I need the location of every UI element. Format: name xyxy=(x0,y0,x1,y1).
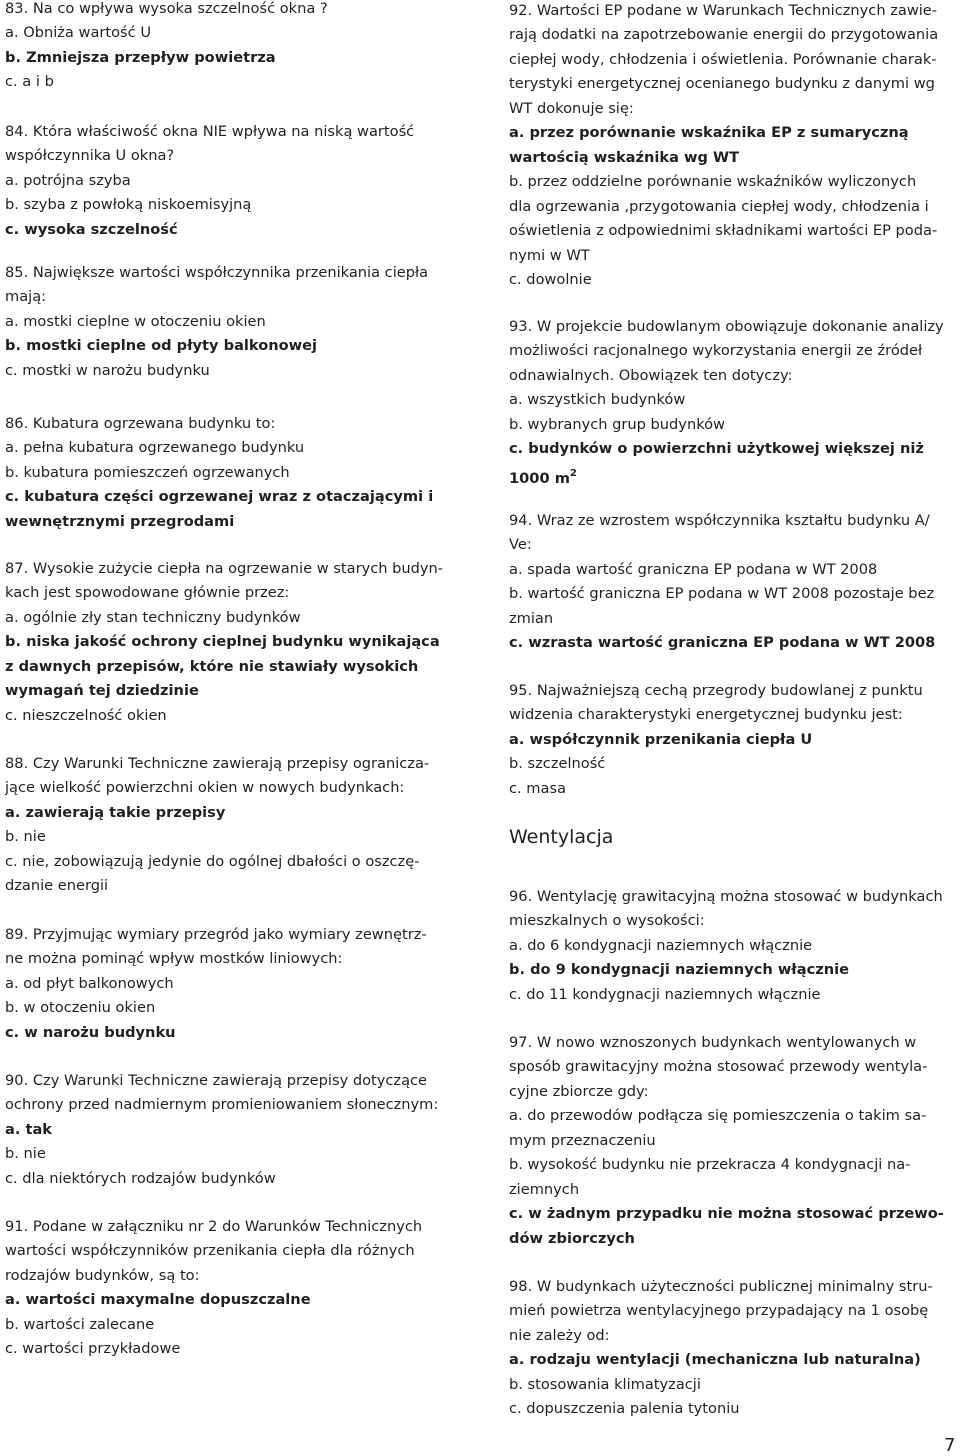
answer-option-q92-line xyxy=(509,222,937,240)
answer-option-q85-line-text: c. mostki w narożu budynku xyxy=(5,361,210,379)
correct-answer-q96-line xyxy=(509,961,849,979)
answer-option-q87-line-text: c. nieszczelność okien xyxy=(5,706,167,724)
question-q90-line xyxy=(5,1096,438,1114)
correct-answer-q95-line xyxy=(509,731,812,749)
correct-answer-q96-line-text: b. do 9 kondygnacji naziemnych włącznie xyxy=(509,961,850,979)
question-q91-line xyxy=(5,1267,200,1285)
answer-option-q84-line xyxy=(5,172,131,190)
question-q85-line-text: mają: xyxy=(5,288,47,306)
question-q92-line-text: rają dodatki na zapotrzebowanie energii do przygotowania xyxy=(509,26,939,44)
question-q88-line xyxy=(5,755,429,773)
question-q85-line xyxy=(5,264,428,282)
answer-option-q92-line-text: b. przez oddzielne porównanie wskaźników wyliczonych xyxy=(509,173,917,191)
answer-option-q97-line xyxy=(509,1181,579,1199)
question-q92-line xyxy=(509,75,935,93)
answer-option-q98-line xyxy=(509,1400,740,1418)
correct-answer-q85-line-text: b. mostki cieplne od płyty balkonowej xyxy=(5,337,318,355)
question-q90-line xyxy=(5,1072,427,1090)
question-q97-line xyxy=(509,1083,649,1101)
question-q89-line-text: ne można pominąć wpływ mostków liniowych: xyxy=(5,950,343,968)
question-q89-line xyxy=(5,926,427,944)
correct-answer-q97-line xyxy=(509,1205,944,1223)
question-q92-line-text: terystyki energetycznej ocenianego budynku z danymi wg xyxy=(509,75,935,93)
question-q98-line-text: 98. W budynkach użyteczności publicznej minimalny stru- xyxy=(509,1278,933,1295)
answer-option-q97-line-text: ziemnych xyxy=(509,1180,580,1198)
question-q91-line xyxy=(5,1218,422,1236)
correct-answer-q87-line-text: b. niska jakość ochrony cieplnej budynku wynikająca xyxy=(5,633,440,651)
answer-option-q94-line-text: zmian xyxy=(509,609,554,627)
correct-answer-q86-line xyxy=(5,488,433,506)
question-q98-line xyxy=(509,1278,933,1296)
answer-option-q88-line-text: b. nie xyxy=(5,828,46,846)
answer-option-q84-line xyxy=(5,196,251,214)
answer-option-q92-line xyxy=(509,271,592,289)
answer-option-q91-line-text: b. wartości zalecane xyxy=(5,1315,155,1333)
correct-answer-q97-line xyxy=(509,1230,635,1248)
question-q92-line xyxy=(509,51,937,69)
answer-option-q95-line xyxy=(509,755,605,773)
correct-answer-q87-line-text: z dawnych przepisów, które nie stawiały wysokich xyxy=(5,657,419,675)
question-q98-line-text: mień powietrza wentylacyjnego przypadający na 1 osobę xyxy=(509,1302,929,1320)
question-q93-line-text: 93. W projekcie budowlanym obowiązuje dokonanie analizy xyxy=(509,318,944,335)
question-q90-line-text: ochrony przed nadmiernym promieniowaniem słonecznym: xyxy=(5,1096,439,1114)
question-q95-line xyxy=(509,706,903,724)
answer-option-q83-line-text: a. Obniża wartość U xyxy=(5,24,151,42)
correct-answer-q88-line-text: a. zawierają takie przepisy xyxy=(5,803,226,821)
answer-option-q94-line-text: b. wartość graniczna EP podana w WT 2008 pozostaje bez xyxy=(509,585,935,603)
answer-option-q97-line xyxy=(509,1107,926,1125)
question-q91-line-text: wartości współczynników przenikania ciepła dla różnych xyxy=(5,1242,415,1260)
answer-option-q92-line-text: oświetlenia z odpowiednimi składnikami wartości EP poda- xyxy=(509,222,938,240)
correct-answer-q88-line xyxy=(5,804,225,822)
correct-answer-q92-line-text: wartością wskaźnika wg WT xyxy=(509,148,740,166)
correct-answer-q87-line-text: wymagań tej dziedzinie xyxy=(5,682,199,700)
section-heading: Wentylacja xyxy=(509,826,614,848)
answer-option-q90-line xyxy=(5,1145,46,1163)
answer-option-q86-line-text: b. kubatura pomieszczeń ogrzewanych xyxy=(5,463,290,481)
answer-option-q94-line xyxy=(509,561,877,579)
question-q88-line-text: jące wielkość powierzchni okien w nowych budynkach: xyxy=(5,779,405,797)
question-q97-line-text: 97. W nowo wznoszonych budynkach wentylowanych w xyxy=(509,1034,917,1051)
question-q96-line xyxy=(509,888,943,906)
correct-answer-q98-line-text: a. rodzaju wentylacji (mechaniczna lub naturalna) xyxy=(509,1351,921,1369)
answer-option-q96-line-text: c. do 11 kondygnacji naziemnych włącznie xyxy=(509,985,821,1003)
answer-option-q92-line xyxy=(509,198,929,216)
answer-option-q90-line xyxy=(5,1170,276,1188)
question-q94-line xyxy=(509,512,930,530)
answer-option-q94-line xyxy=(509,610,553,628)
question-q87-line xyxy=(5,584,289,602)
answer-option-q89-line-text: b. w otoczeniu okien xyxy=(5,999,156,1017)
question-q93-line-text: odnawialnych. Obowiązek ten dotyczy: xyxy=(509,366,793,384)
answer-option-q87-line xyxy=(5,707,167,725)
correct-answer-q91-line-text: a. wartości maxymalne dopuszczalne xyxy=(5,1291,311,1309)
question-q89-line xyxy=(5,950,342,968)
answer-option-q92-line-text: c. dowolnie xyxy=(509,270,592,288)
correct-answer-q97-line-text: dów zbiorczych xyxy=(509,1229,635,1247)
superscript: 2 xyxy=(569,467,577,479)
correct-answer-q93-line xyxy=(509,465,577,487)
answer-option-q93-line-text: a. wszystkich budynków xyxy=(509,391,686,409)
answer-option-q87-line-text: a. ogólnie zły stan techniczny budynków xyxy=(5,608,301,626)
answer-option-q96-line xyxy=(509,986,820,1004)
correct-answer-q90-line-text: a. tak xyxy=(5,1120,53,1138)
question-q83-line xyxy=(5,0,328,18)
correct-answer-q83-line xyxy=(5,49,276,67)
question-q98-line-text: nie zależy od: xyxy=(509,1326,610,1344)
answer-option-q97-line xyxy=(509,1132,656,1150)
question-q84-line xyxy=(5,147,174,165)
question-q94-line xyxy=(509,536,532,554)
question-q92-line-text: WT dokonuje się: xyxy=(509,99,634,117)
question-q92-line xyxy=(509,2,937,20)
answer-option-q91-line xyxy=(5,1340,180,1358)
question-q90-line-text: 90. Czy Warunki Techniczne zawierają przepisy dotyczące xyxy=(5,1072,428,1089)
question-q84-line xyxy=(5,123,414,141)
question-q94-line-text: Ve: xyxy=(509,536,532,554)
correct-answer-q92-line xyxy=(509,149,739,167)
question-q88-line-text: 88. Czy Warunki Techniczne zawierają przepisy ogranicza- xyxy=(5,755,430,772)
correct-answer-q94-line-text: c. wzrasta wartość graniczna EP podana w WT 2008 xyxy=(509,634,936,652)
answer-option-q89-line-text: a. od płyt balkonowych xyxy=(5,974,174,992)
answer-option-q93-line-text: b. wybranych grup budynków xyxy=(509,415,725,433)
answer-option-q87-line xyxy=(5,609,301,627)
answer-option-q88-line xyxy=(5,828,46,846)
question-q95-line-text: 95. Najważniejszą cechą przegrody budowlanej z punktu xyxy=(509,682,923,699)
correct-answer-q87-line xyxy=(5,682,199,700)
correct-answer-q92-line-text: a. przez porównanie wskaźnika EP z sumaryczną xyxy=(509,124,909,142)
page-number: 7 xyxy=(944,1435,956,1456)
question-q93-line xyxy=(509,318,944,336)
question-q92-line xyxy=(509,100,634,118)
question-q95-line-text: widzenia charakterystyki energetycznej budynku jest: xyxy=(509,706,903,724)
answer-option-q89-line xyxy=(5,975,174,993)
answer-option-q86-line xyxy=(5,464,290,482)
answer-option-q85-line-text: a. mostki cieplne w otoczeniu okien xyxy=(5,312,266,330)
correct-answer-q87-line xyxy=(5,658,418,676)
question-q91-line-text: 91. Podane w załączniku nr 2 do Warunków Technicznych xyxy=(5,1218,423,1235)
answer-option-q96-line-text: a. do 6 kondygnacji naziemnych włącznie xyxy=(509,936,813,954)
question-q85-line xyxy=(5,288,46,306)
question-q93-line xyxy=(509,367,792,385)
question-q92-line-text: 92. Wartości EP podane w Warunkach Technicznych zawie- xyxy=(509,2,938,19)
correct-answer-q98-line xyxy=(509,1351,921,1369)
question-q84-line-text: 84. Która właściwość okna NIE wpływa na niską wartość xyxy=(5,123,415,140)
question-q87-line-text: 87. Wysokie zużycie ciepła na ogrzewanie w starych budyn- xyxy=(5,560,444,577)
correct-answer-q86-line xyxy=(5,513,234,531)
answer-option-q95-line xyxy=(509,780,566,798)
question-q84-line-text: współczynnika U okna? xyxy=(5,147,175,165)
correct-answer-q84-line-text: c. wysoka szczelność xyxy=(5,220,178,238)
answer-option-q89-line xyxy=(5,999,155,1017)
question-q98-line xyxy=(509,1302,928,1320)
question-q96-line-text: mieszkalnych o wysokości: xyxy=(509,912,705,930)
answer-option-q94-line-text: a. spada wartość graniczna EP podana w WT 2008 xyxy=(509,560,878,578)
question-q92-line-text: ciepłej wody, chłodzenia i oświetlenia. Porównanie charak- xyxy=(509,50,937,68)
answer-option-q91-line-text: c. wartości przykładowe xyxy=(5,1340,181,1358)
correct-answer-q89-line xyxy=(5,1024,176,1042)
correct-answer-q86-line-text: wewnętrznymi przegrodami xyxy=(5,512,235,530)
question-q91-line xyxy=(5,1242,415,1260)
answer-option-q93-line xyxy=(509,391,685,409)
answer-option-q98-line-text: c. dopuszczenia palenia tytoniu xyxy=(509,1400,740,1418)
correct-answer-q86-line-text: c. kubatura części ogrzewanej wraz z otaczającymi i xyxy=(5,488,434,506)
answer-option-q94-line xyxy=(509,585,934,603)
correct-answer-q94-line xyxy=(509,634,935,652)
answer-option-q83-line-text: c. a i b xyxy=(5,73,54,91)
answer-option-q97-line xyxy=(509,1156,910,1174)
answer-option-q86-line xyxy=(5,439,304,457)
answer-option-q88-line xyxy=(5,853,419,871)
question-q98-line xyxy=(509,1327,610,1345)
question-q96-line xyxy=(509,912,705,930)
correct-answer-q93-line-text: c. budynków o powierzchni użytkowej większej niż xyxy=(509,440,924,458)
answer-option-q92-line xyxy=(509,247,590,265)
question-q91-line-text: rodzajów budynków, są to: xyxy=(5,1266,200,1284)
correct-answer-q93-line xyxy=(509,440,924,458)
correct-answer-q87-line xyxy=(5,633,440,651)
answer-option-q86-line-text: a. pełna kubatura ogrzewanego budynku xyxy=(5,439,305,457)
question-q92-line xyxy=(509,26,938,44)
question-q93-line-text: możliwości racjonalnego wykorzystania energii ze źródeł xyxy=(509,342,923,360)
question-q86-line-text: 86. Kubatura ogrzewana budynku to: xyxy=(5,415,276,432)
question-q97-line-text: cyjne zbiorcze gdy: xyxy=(509,1082,649,1100)
answer-option-q97-line-text: mym przeznaczeniu xyxy=(509,1131,656,1149)
question-q96-line-text: 96. Wentylację grawitacyjną można stosować w budynkach xyxy=(509,888,943,905)
answer-option-q96-line xyxy=(509,937,812,955)
answer-option-q90-line-text: c. dla niektórych rodzajów budynków xyxy=(5,1169,276,1187)
correct-answer-q83-line-text: b. Zmniejsza przepływ powietrza xyxy=(5,48,276,66)
question-q97-line-text: sposób grawitacyjny można stosować przewody wentyla- xyxy=(509,1058,928,1076)
answer-option-q88-line-text: c. nie, zobowiązują jedynie do ogólnej dbałości o oszczę- xyxy=(5,852,420,870)
question-q97-line xyxy=(509,1058,927,1076)
answer-option-q95-line-text: c. masa xyxy=(509,779,567,797)
answer-option-q97-line-text: b. wysokość budynku nie przekracza 4 kondygnacji na- xyxy=(509,1156,911,1174)
answer-option-q88-line xyxy=(5,877,108,895)
question-q93-line xyxy=(509,342,922,360)
question-q88-line xyxy=(5,779,404,797)
correct-answer-q90-line xyxy=(5,1121,52,1139)
correct-answer-q95-line-text: a. współczynnik przenikania ciepła U xyxy=(509,730,813,748)
answer-option-q83-line xyxy=(5,73,54,91)
answer-option-q84-line-text: a. potrójna szyba xyxy=(5,171,131,189)
question-q87-line xyxy=(5,560,443,578)
answer-option-q97-line-text: a. do przewodów podłącza się pomieszczenia o takim sa- xyxy=(509,1107,927,1125)
answer-option-q95-line-text: b. szczelność xyxy=(509,755,606,773)
question-q85-line-text: 85. Największe wartości współczynnika przenikania ciepła xyxy=(5,264,429,281)
answer-option-q92-line-text: dla ogrzewania ,przygotowania ciepłej wody, chłodzenia i xyxy=(509,197,929,215)
correct-answer-q92-line xyxy=(509,124,909,142)
correct-answer-q89-line-text: c. w narożu budynku xyxy=(5,1023,176,1041)
answer-option-q98-line xyxy=(509,1376,701,1394)
question-q89-line-text: 89. Przyjmując wymiary przegród jako wymiary zewnętrz- xyxy=(5,926,427,943)
correct-answer-q93-line-text: 1000 m xyxy=(509,469,570,487)
answer-option-q84-line-text: b. szyba z powłoką niskoemisyjną xyxy=(5,196,252,214)
answer-option-q92-line xyxy=(509,173,916,191)
correct-answer-q85-line xyxy=(5,337,317,355)
answer-option-q93-line xyxy=(509,416,725,434)
correct-answer-q84-line xyxy=(5,221,178,239)
answer-option-q98-line-text: b. stosowania klimatyzacji xyxy=(509,1375,701,1393)
answer-option-q91-line xyxy=(5,1316,154,1334)
correct-answer-q91-line xyxy=(5,1291,311,1309)
question-q86-line xyxy=(5,415,275,433)
answer-option-q92-line-text: nymi w WT xyxy=(509,246,590,264)
answer-option-q83-line xyxy=(5,24,151,42)
question-q87-line-text: kach jest spowodowane głównie przez: xyxy=(5,584,290,602)
question-q83-line-text: 83. Na co wpływa wysoka szczelność okna ? xyxy=(5,0,328,17)
answer-option-q85-line xyxy=(5,313,266,331)
question-q95-line xyxy=(509,682,923,700)
answer-option-q88-line-text: dzanie energii xyxy=(5,877,109,895)
question-q97-line xyxy=(509,1034,916,1052)
answer-option-q85-line xyxy=(5,362,210,380)
correct-answer-q97-line-text: c. w żadnym przypadku nie można stosować przewo- xyxy=(509,1205,944,1223)
question-q94-line-text: 94. Wraz ze wzrostem współczynnika kształtu budynku A/ xyxy=(509,512,930,529)
answer-option-q90-line-text: b. nie xyxy=(5,1145,46,1163)
